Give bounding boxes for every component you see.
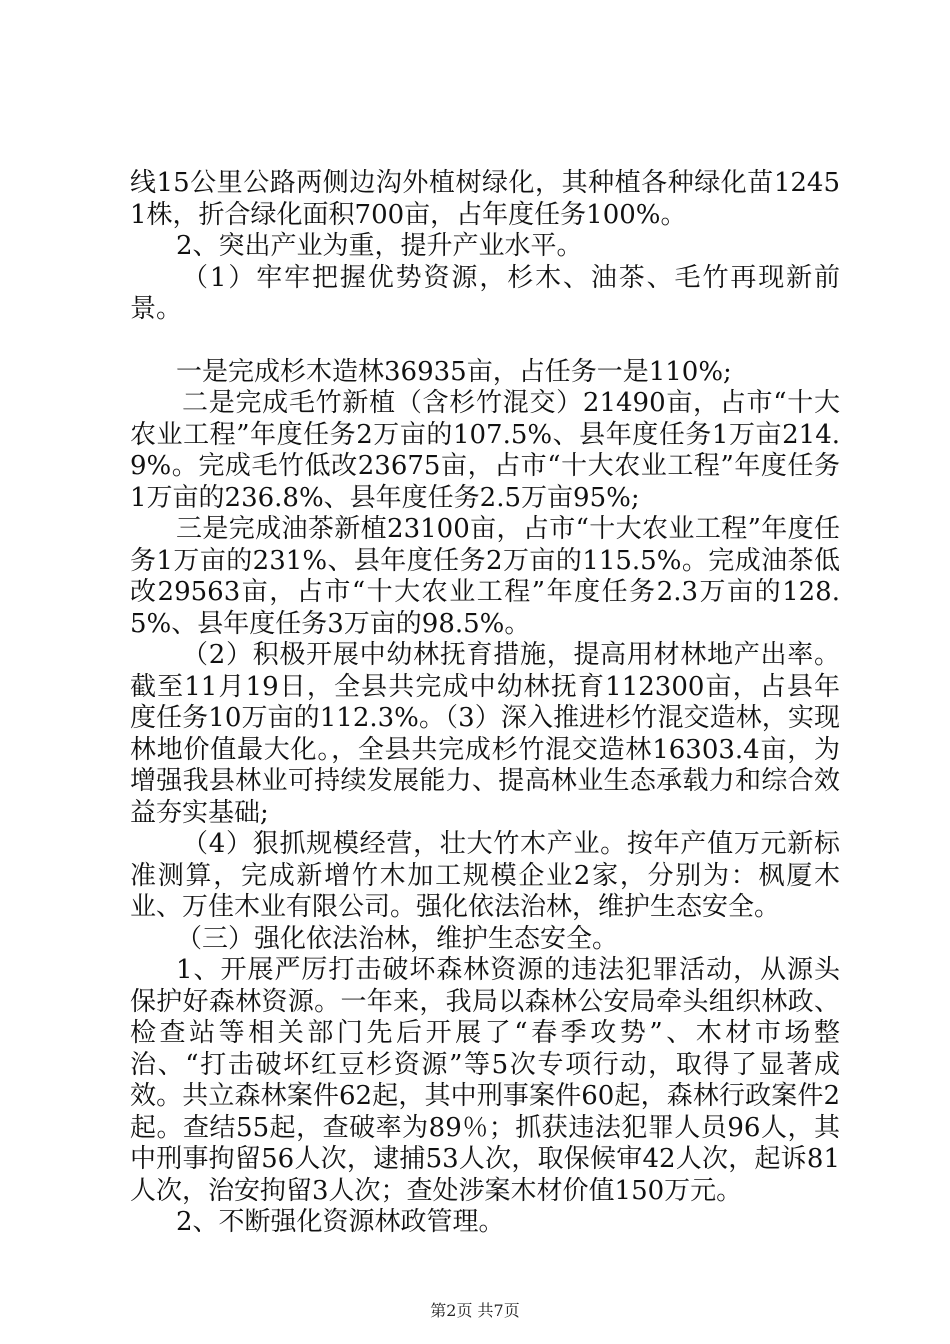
paragraph-camellia: 三是完成油茶新植23100亩，占市“十大农业工程”年度任务1万亩的231%、县年度任务2万亩的115.5%。完成油茶低改29563亩，占市“十大农业工程”年度任务2.3万亩的128.5%、县年度任务3万亩的98.5%。 xyxy=(130,514,840,639)
paragraph-greening: 线15公里公路两侧边沟外植树绿化，其种植各种绿化苗12451株，折合绿化面积700亩，占年度任务100%。 xyxy=(130,168,840,230)
paragraph-scale-operation: （4）狠抓规模经营，壮大竹木产业。按年产值万元新标准测算，完成新增竹木加工规模企业2家，分别为：枫厦木业、万佳木业有限公司。强化依法治林，维护生态安全。 xyxy=(130,829,840,922)
paragraph-crackdown: 1、开展严厉打击破坏森林资源的违法犯罪活动，从源头保护好森林资源。一年来，我局以森林公安局牵头组织林政、检查站等相关部门先后开展了“春季攻势”、木材市场整治、“打击破坏红豆杉资源”等5次专项行动，取得了显著成效。共立森林案件62起，其中刑事案件60起，森林行政案件2起。查结55起，查破率为89％；抓获违法犯罪人员96人，其中刑事拘留56人次，逮捕53人次，取保候审42人次，起诉81人次，治安拘留3人次；查处涉案木材价值150万元。 xyxy=(130,955,840,1206)
paragraph-fir: 一是完成杉木造林36935亩，占任务一是110%; xyxy=(176,356,732,387)
paragraph-bamboo: 二是完成毛竹新植（含杉竹混交）21490亩，占市“十大农业工程”年度任务2万亩的107.5%、县年度任务1万亩214.9%。完成毛竹低改23675亩，占市“十大农业工程”年度任务1万亩的236.8%、县年度任务2.5万亩95%; xyxy=(130,388,840,513)
paragraph-tending: （2）积极开展中幼林抚育措施，提高用材林地产出率。截至11月19日，全县共完成中幼林抚育112300亩，占县年度任务10万亩的112.3%。（3）深入推进杉竹混交造林，实现林地价值最大化。，全县共完成杉竹混交造林16303.4亩，为增强我县林业可持续发展能力、提高林业生态承载力和综合效益夯实基础; xyxy=(130,640,840,828)
page-footer: 第2页 共7页 xyxy=(430,1301,520,1320)
paragraph-law-heading: （三）强化依法治林，维护生态安全。 xyxy=(176,923,619,954)
paragraph-management-heading: 2、不断强化资源林政管理。 xyxy=(176,1207,505,1237)
paragraph-industry-heading: 2、突出产业为重，提升产业水平。 xyxy=(176,231,583,261)
paragraph-resources-heading: （1）牢牢把握优势资源，杉木、油茶、毛竹再现新前景。 xyxy=(130,262,840,324)
document-body xyxy=(130,168,840,1239)
